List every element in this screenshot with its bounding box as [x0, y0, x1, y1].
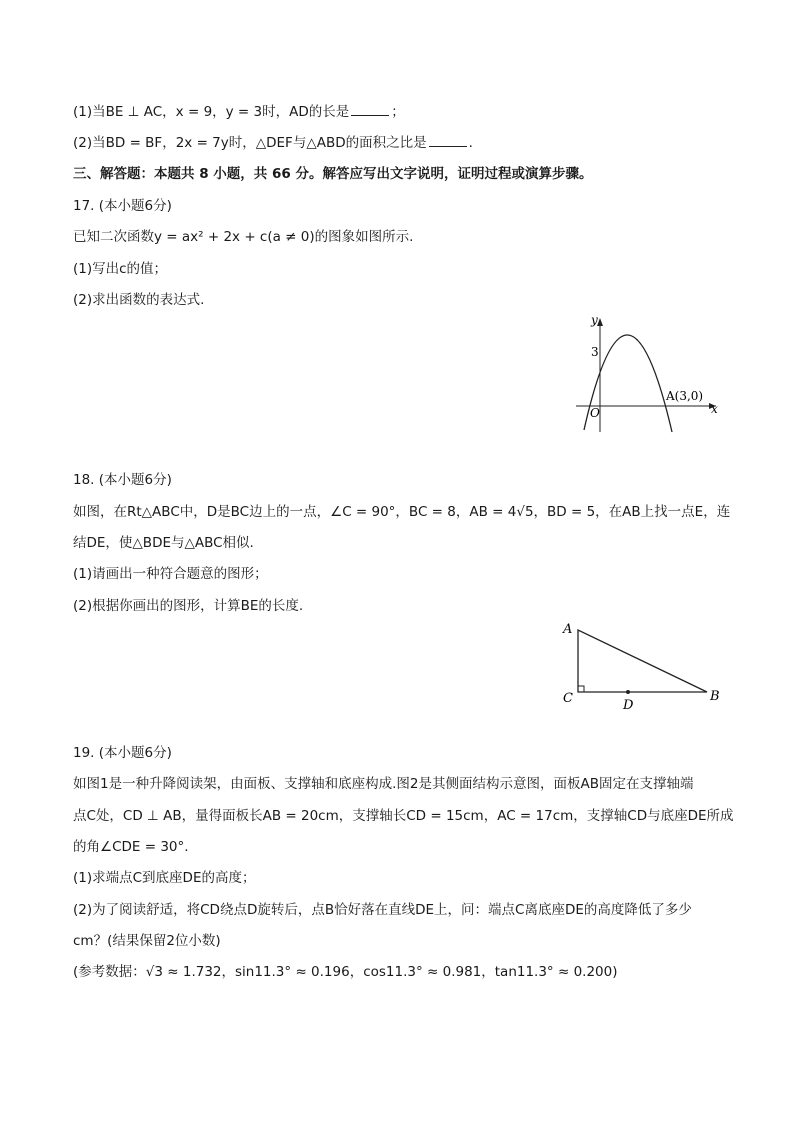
triangle-figure	[555, 615, 730, 715]
q18-heading: 18. (本小题6分)	[73, 472, 172, 488]
point-a-label: A(3,0)	[666, 389, 704, 403]
q17-heading: 17. (本小题6分)	[73, 198, 172, 214]
q19-reference-data: (参考数据：√3 ≈ 1.732，sin11.3° ≈ 0.196，cos11.3° ≈ 0.981，tan11.3° ≈ 0.200)	[73, 964, 618, 980]
q19-part1: (1)求端点C到底座DE的高度；	[73, 870, 256, 886]
parabola-figure	[570, 310, 730, 440]
section-heading: 三、解答题：本题共 8 小题，共 66 分。解答应写出文字说明，证明过程或演算步骤。	[73, 166, 593, 182]
x-axis-label: x	[711, 402, 718, 416]
answer-blank[interactable]	[429, 134, 467, 147]
y-arrow-icon	[597, 318, 603, 326]
answer-blank[interactable]	[351, 103, 389, 116]
q16-part2	[73, 134, 473, 152]
q19-stem-line3: 的角∠CDE = 30°.	[73, 839, 189, 855]
point-d-dot	[626, 690, 630, 694]
vertex-b-label: B	[710, 689, 720, 704]
q19-part2-line1: (2)为了阅读舒适，将CD绕点D旋转后，点B恰好落在直线DE上，问：端点C离底座DE的高度降低了多少	[73, 902, 692, 918]
q18-stem-line2: 结DE，使△BDE与△ABC相似.	[73, 535, 254, 551]
q18-part2: (2)根据你画出的图形，计算BE的长度.	[73, 598, 304, 614]
q16-part1-text: (1)当BE ⊥ AC，x = 9，y = 3时，AD的长是	[73, 104, 350, 120]
q16-part2-text: (2)当BD = BF，2x = 7y时，△DEF与△ABD的面积之比是	[73, 135, 427, 151]
y-axis-label: y	[591, 313, 598, 327]
q18-stem-line1: 如图，在Rt△ABC中，D是BC边上的一点，∠C = 90°，BC = 8，AB = 4√5，BD = 5，在AB上找一点E，连	[73, 504, 731, 520]
q16-part2-end: .	[468, 135, 473, 151]
origin-label: O	[590, 406, 600, 420]
vertex-c-label: C	[563, 691, 573, 706]
triangle-abc	[578, 630, 707, 692]
q19-part2-line2: cm？(结果保留2位小数)	[73, 933, 221, 949]
q17-part1: (1)写出c的值；	[73, 261, 168, 277]
point-d-label: D	[623, 698, 634, 713]
intercept-label: 3	[591, 345, 599, 359]
q19-stem-line1: 如图1是一种升降阅读架，由面板、支撑轴和底座构成.图2是其侧面结构示意图，面板AB固定在支撑轴端	[73, 776, 694, 792]
q16-part1	[73, 103, 405, 121]
q19-stem-line2: 点C处，CD ⊥ AB，量得面板长AB = 20cm，支撑轴长CD = 15cm，AC = 17cm，支撑轴CD与底座DE所成	[73, 808, 734, 824]
q17-part2: (2)求出函数的表达式.	[73, 292, 205, 308]
q19-heading: 19. (本小题6分)	[73, 745, 172, 761]
q18-part1: (1)请画出一种符合题意的图形；	[73, 566, 268, 582]
q17-stem: 已知二次函数y = ax² + 2x + c(a ≠ 0)的图象如图所示.	[73, 229, 414, 245]
right-angle-mark	[578, 686, 584, 692]
vertex-a-label: A	[563, 622, 573, 637]
q16-part1-end: ；	[391, 104, 405, 120]
